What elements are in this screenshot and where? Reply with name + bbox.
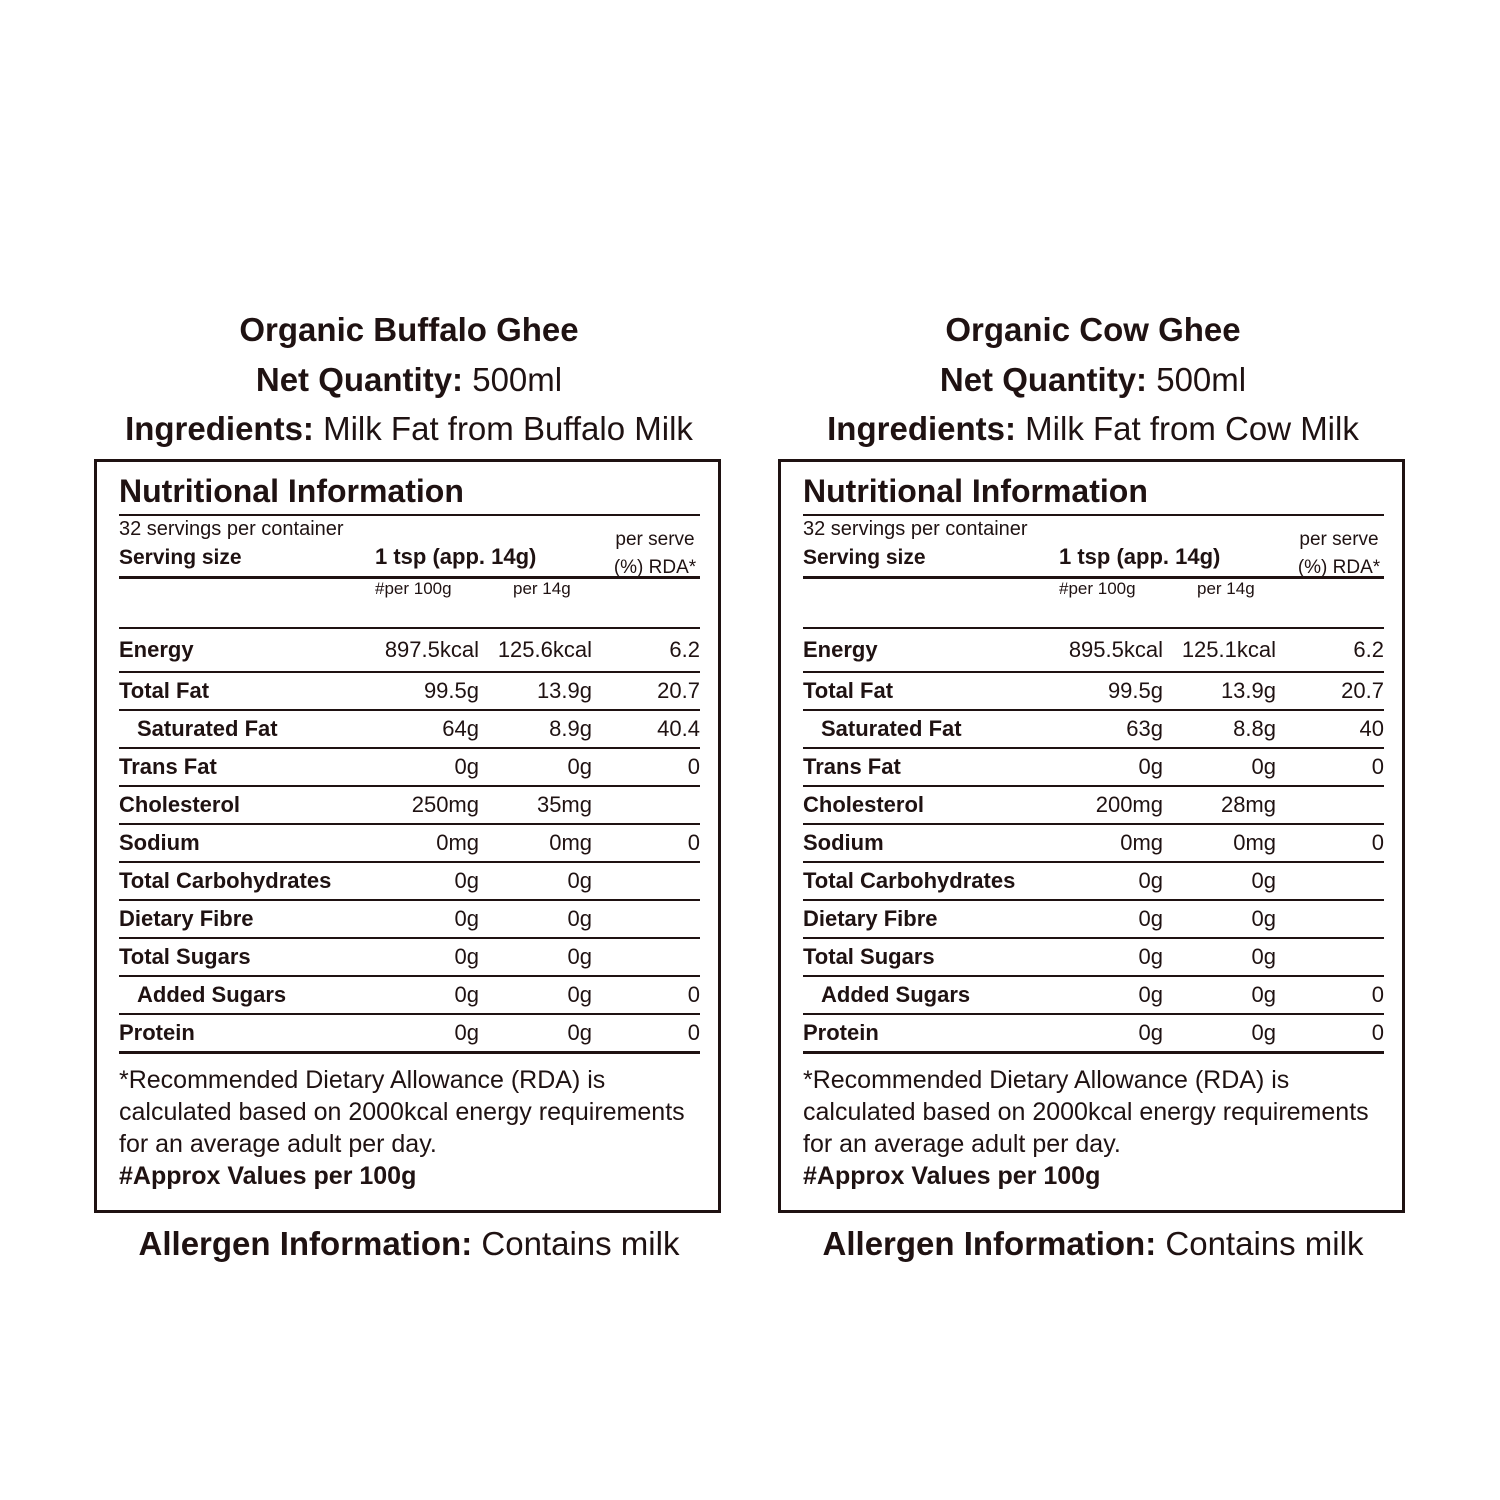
nutrition-rows [119,629,700,1053]
value-per-14g: 0g [1163,976,1276,1014]
value-rda: 0 [592,976,700,1014]
nutrition-row [803,824,1384,862]
nutrient-name: Cholesterol [803,786,1051,824]
value-per-14g: 0g [1163,748,1276,786]
value-per-14g: 0g [479,900,592,938]
value-rda [592,938,700,976]
value-per-14g: 28mg [1163,786,1276,824]
column-headers [803,579,1384,629]
product-title: Organic Buffalo Ghee [239,311,579,348]
nutrient-name: Total Sugars [803,938,1051,976]
serving-size-label: Serving size [119,546,242,569]
nutrition-row [803,748,1384,786]
nutrition-title: Nutritional Information [119,470,700,516]
serving-info [119,516,700,579]
nutrient-name: Trans Fat [803,748,1051,786]
value-per-14g: 0mg [1163,824,1276,862]
value-rda: 0 [1276,976,1384,1014]
value-rda: 20.7 [592,672,700,710]
value-per-14g: 0g [479,938,592,976]
nutrition-title: Nutritional Information [803,470,1384,516]
nutrient-name: Total Fat [119,672,367,710]
nutrient-name: Energy [119,629,367,672]
allergen-value: Contains milk [481,1225,680,1262]
value-per-100g: 0g [367,938,479,976]
value-rda [592,862,700,900]
net-quantity-line [94,355,724,405]
serving-size-value: 1 tsp (app. 14g) [375,544,537,569]
value-rda [1276,786,1384,824]
value-per-100g: 0g [367,748,479,786]
serving-size-label: Serving size [803,546,926,569]
value-per-14g: 0g [1163,862,1276,900]
nutrient-name: Cholesterol [119,786,367,824]
value-rda: 40 [1276,710,1384,748]
nutrition-row [803,976,1384,1014]
nutrient-name: Total Carbohydrates [803,862,1051,900]
value-rda: 6.2 [592,629,700,672]
allergen-value: Contains milk [1165,1225,1364,1262]
product-title: Organic Cow Ghee [945,311,1241,348]
value-per-100g: 0g [367,1014,479,1053]
net-quantity-line [778,355,1408,405]
nutrient-name: Sodium [119,824,367,862]
value-per-100g: 99.5g [367,672,479,710]
ingredients-value: Milk Fat from Buffalo Milk [323,410,693,447]
col-per-100g: #per 100g [375,579,452,598]
nutrition-row [119,786,700,824]
nutrient-name: Protein [803,1014,1051,1053]
value-per-14g: 35mg [479,786,592,824]
nutrition-row [119,862,700,900]
nutrition-row [803,786,1384,824]
value-rda: 0 [592,748,700,786]
nutrient-name: Total Sugars [119,938,367,976]
product-header [94,305,724,453]
nutrient-name: Protein [119,1014,367,1053]
value-rda: 0 [1276,748,1384,786]
nutrient-name: Dietary Fibre [119,900,367,938]
value-per-100g: 0g [1051,976,1163,1014]
value-rda: 40.4 [592,710,700,748]
nutrition-table [803,629,1384,1054]
ingredients-label: Ingredients: [827,410,1016,447]
approx-note: #Approx Values per 100g [119,1162,417,1190]
column-headers [119,579,700,629]
nutrition-panel [94,459,721,1213]
value-per-14g: 0g [479,976,592,1014]
value-per-100g: 64g [367,710,479,748]
value-per-14g: 13.9g [479,672,592,710]
nutrition-row [119,976,700,1014]
nutrient-name: Dietary Fibre [803,900,1051,938]
nutrient-name: Total Fat [803,672,1051,710]
value-rda [1276,862,1384,900]
value-per-100g: 0mg [1051,824,1163,862]
value-rda: 0 [592,824,700,862]
nutrient-name: Energy [803,629,1051,672]
value-per-100g: 0g [1051,1014,1163,1053]
col-per-14g: per 14g [513,579,571,598]
allergen-label: Allergen Information: [822,1225,1157,1262]
rda-footnote: *Recommended Dietary Allowance (RDA) is calculated based on 2000kcal energy requirements for an average adult per day. [803,1066,1369,1158]
ingredients-value: Milk Fat from Cow Milk [1025,410,1359,447]
value-rda: 0 [592,1014,700,1053]
allergen-line [94,1219,724,1269]
nutrition-row [119,900,700,938]
nutrition-row [803,938,1384,976]
nutrition-row [803,672,1384,710]
servings-per-container: 32 servings per container [803,518,1028,540]
nutrition-row [803,629,1384,672]
nutrition-row [803,862,1384,900]
nutrient-name: Added Sugars [119,976,367,1014]
value-per-100g: 0g [367,976,479,1014]
rda-footnote: *Recommended Dietary Allowance (RDA) is calculated based on 2000kcal energy requirements for an average adult per day. [119,1066,685,1158]
value-per-14g: 8.8g [1163,710,1276,748]
value-per-100g: 250mg [367,786,479,824]
rda-header: (%) RDA* [1297,557,1381,578]
nutrition-row [119,672,700,710]
value-per-14g: 0g [479,862,592,900]
net-quantity-value: 500ml [472,361,563,398]
value-rda [1276,900,1384,938]
nutrition-row [119,1014,700,1053]
serving-info [803,516,1384,579]
nutrition-row [119,710,700,748]
value-rda [592,786,700,824]
nutrition-row [119,938,700,976]
nutrient-name: Saturated Fat [119,710,367,748]
ingredients-label: Ingredients: [125,410,314,447]
allergen-label: Allergen Information: [138,1225,473,1262]
value-per-100g: 895.5kcal [1051,629,1163,672]
value-per-14g: 13.9g [1163,672,1276,710]
value-per-100g: 0g [1051,748,1163,786]
nutrition-row [803,710,1384,748]
nutrition-panel [778,459,1405,1213]
value-per-100g: 0mg [367,824,479,862]
col-per-100g: #per 100g [1059,579,1136,598]
nutrition-rows [803,629,1384,1053]
value-per-14g: 0g [479,748,592,786]
value-rda [592,900,700,938]
value-per-100g: 0g [1051,900,1163,938]
per-serve-label: per serve [615,529,695,550]
value-rda: 6.2 [1276,629,1384,672]
value-per-100g: 0g [367,900,479,938]
serving-size-value: 1 tsp (app. 14g) [1059,544,1221,569]
nutrition-row [119,629,700,672]
value-per-100g: 99.5g [1051,672,1163,710]
value-rda: 0 [1276,824,1384,862]
cow-ghee-label [778,305,1408,1269]
value-per-100g: 200mg [1051,786,1163,824]
value-per-14g: 8.9g [479,710,592,748]
nutrition-row [119,748,700,786]
value-per-100g: 897.5kcal [367,629,479,672]
value-per-100g: 0g [1051,938,1163,976]
nutrition-row [803,1014,1384,1053]
servings-per-container: 32 servings per container [119,518,344,540]
allergen-line [778,1219,1408,1269]
value-rda [1276,938,1384,976]
nutrition-row [119,824,700,862]
nutrition-row [803,900,1384,938]
value-per-100g: 0g [1051,862,1163,900]
value-per-14g: 125.6kcal [479,629,592,672]
nutrition-table [119,629,700,1054]
net-quantity-label: Net Quantity: [939,361,1148,398]
per-serve-label: per serve [1299,529,1379,550]
per-serve-header [1294,526,1384,582]
value-per-14g: 125.1kcal [1163,629,1276,672]
approx-note: #Approx Values per 100g [803,1162,1101,1190]
value-per-14g: 0g [1163,938,1276,976]
nutrient-name: Trans Fat [119,748,367,786]
value-per-14g: 0g [479,1014,592,1053]
nutrient-name: Sodium [803,824,1051,862]
value-per-14g: 0mg [479,824,592,862]
buffalo-ghee-label [94,305,724,1269]
value-per-100g: 0g [367,862,479,900]
value-rda: 20.7 [1276,672,1384,710]
product-header [778,305,1408,453]
value-per-14g: 0g [1163,900,1276,938]
value-rda: 0 [1276,1014,1384,1053]
net-quantity-value: 500ml [1156,361,1247,398]
net-quantity-label: Net Quantity: [255,361,464,398]
ingredients-line [94,405,724,453]
nutrient-name: Total Carbohydrates [119,862,367,900]
rda-header: (%) RDA* [613,557,697,578]
per-serve-header [610,526,700,582]
col-per-14g: per 14g [1197,579,1255,598]
nutrient-name: Added Sugars [803,976,1051,1014]
value-per-100g: 63g [1051,710,1163,748]
nutrient-name: Saturated Fat [803,710,1051,748]
ingredients-line [778,405,1408,453]
value-per-14g: 0g [1163,1014,1276,1053]
